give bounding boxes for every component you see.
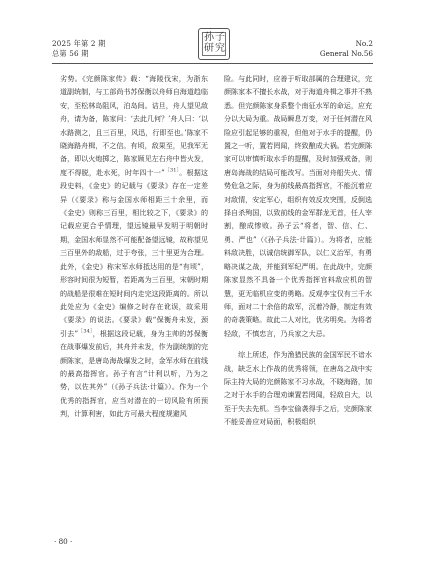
header-rule: [52, 63, 373, 64]
issue-total-number: 总第 56 期: [52, 49, 89, 58]
body-paragraph: 险。与此同时，应善于听取部属的合理建议，完颜陈家本不擅长水战，对于海道舟楫之事并不熟悉。但完颜陈家身系整个南征水军的命运，应充分以大局为重。战局瞬息万变，对于任何潜在风险应引起足够的重视，但他对于水手的提醒，仍置之一听，置若罔闻，终致酿成大祸。若完颜陈家可以审慎听取水手的提醒，及时加强戒备，则唐岛海战的结局可能改写。当面对舟船失火、情势危急之际，身为前线最高指挥官，不能沉着应对敌情，安定军心，组织有效反攻突围，反倒选择自杀殉国，以致前线的金军群龙无首，任人宰割，酿成惨败。孙子云“将者，智、信、仁、勇、严也”（《孙子兵法·计篇》）。为将者，应能料敌决胜，以诚信统御军队，以仁义治军，有勇略决谋之战，并能到军纪严明。在此战中，完颜陈家显然不具备一个优秀指挥官料敌应机的智慧，更无临机应变的勇略。反观李宝仅有三千水师，面对二十余倍的敌军，沉着冷静，制定有效的奇袭策略。故此二人对比，优劣明矣。为将者轻敌，不慎忠言，乃兵家之大忌。: [224, 74, 372, 338]
paragraph-gap: [224, 340, 372, 348]
footnote-ref: ［31］: [164, 167, 180, 174]
body-paragraph: 综上所述，作为渔猎民族的金国军民不谙水战，缺乏水上作战的优秀将领，在唐岛之战中实际主持大局的完颜陈家不习水战，不晓海路，加之对于水手的合理劝谏置若罔闻，轻敌自大，以至于失去先机。当李宝偷袭得手之后，完颜陈家不能妥善应对局面，积极组织: [224, 350, 372, 427]
paragraph-text: 。根据这段史料，《金史》的记载与《要录》存在一定差异（《要录》称与金国水师相距三十余里，而《金史》则称三百里，相比较之下，《要录》的记载应更合乎情理，望远镜最早发明于明朝时期，金国水师显然不可能配备望远镜，故称望见三百里外的敌船，过于夸张，三十里更为合理。此外，《金史》称宋军水师抵达用的是“有顷”，形容时间很为短暂，若距离为三百里，宋朝时期的战船是很难在短时间内走完这段距离的。所以此处应为《金史》编修之时存在讹误，故采用《要录》的说法。《要录》载“保衡舟未发，颈引去”: [60, 167, 208, 338]
paragraph-text: 劣势。《完颜陈家传》载：“海陵伐宋，为浙东道副统制，与工部尚书苏保衡以舟师自海道趋临安，至松林岛阻风，泊岛间。诘旦，舟人望见敌舟，请为备，陈家问：‘去此几何？’舟人曰：‘以水路测之，且三百里，风迅，行即至也。’陈家不晓海路舟楫，不之信。有顷，敌果至，见我军无备，即以火炮掷之，陈家顾见左右舟中皆火发，度不得脱，赴水死，时年四十一”: [60, 74, 208, 177]
header-right: [320, 39, 373, 59]
paragraph-text: ，根据这段记载，身为主帅的苏保衡在战事爆发前后，其舟并未发，作为副统制的完颜陈家，是唐岛海战爆发之时，金军水师在前线的最高指挥官。孙子有言“计利以听，乃为之势，以佐其外”（《孙子兵法·计篇》）。作为一个优秀的指挥官，应当对潜在的一切风险有所预判，计算利害，如此方可最大程度规避风: [60, 328, 208, 419]
right-column: [224, 72, 372, 429]
header-left: [52, 39, 105, 59]
logo-char-2: 子: [215, 32, 225, 43]
issue-year-number: 2025 年第 2 期: [52, 39, 106, 48]
logo-char-1: 孙: [204, 32, 214, 43]
footnote-ref: ［34］: [78, 328, 93, 335]
general-no-en: General No.56: [319, 49, 373, 58]
page-number: · 80 ·: [54, 537, 73, 546]
left-column: [60, 72, 208, 421]
journal-logo: [198, 28, 230, 60]
logo-char-3: 研: [204, 43, 214, 54]
body-paragraph: [60, 72, 208, 421]
issue-no-en: No.2: [355, 39, 373, 48]
logo-char-4: 究: [215, 43, 225, 54]
